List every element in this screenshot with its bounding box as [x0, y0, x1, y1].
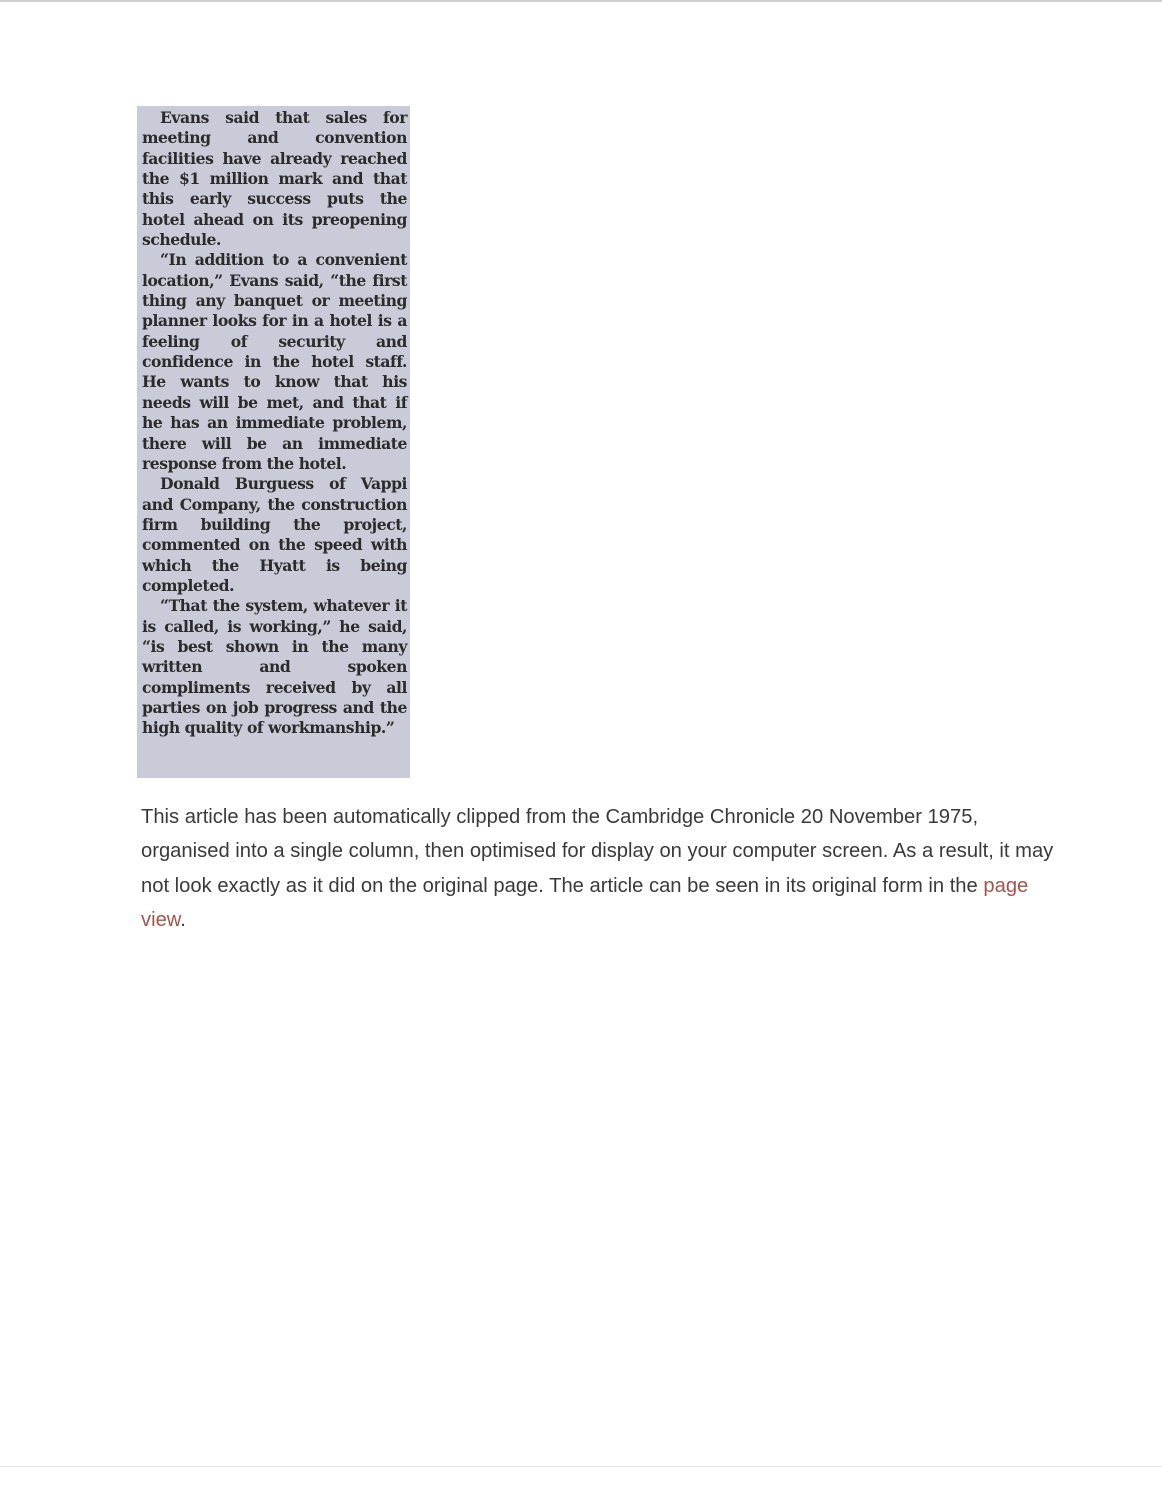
clipping-note-trailing: . [180, 908, 186, 931]
newspaper-clipping [137, 106, 410, 778]
page-bottom-edge [0, 1466, 1162, 1467]
clipping-paragraph-2: “In addition to a convenient location,” Evans said, “the first thing any banquet or meeting planner looks for in a hotel is a feeling of security and confidence in the hotel staff. He wants to know that his needs will be met, and that if he has an immediate problem, there will be an immediate response from the hotel. [142, 250, 407, 473]
clipping-paragraph-3: Donald Burguess of Vappi and Company, the construction firm building the project, commented on the speed with which the Hyatt is being completed. [142, 474, 407, 595]
clipping-note-text: This article has been automatically clipped from the Cambridge Chronicle 20 November 1975, organised into a single column, then optimised for display on your computer screen. As a result, it may not look exactly as it did on the original page. The article can be seen in its original form in the [141, 806, 1054, 897]
clipping-note [141, 800, 1061, 937]
page-view-link[interactable]: page view [141, 874, 1029, 931]
clipping-paragraph-4: “That the system, whatever it is called, is working,” he said, “is best shown in the many written and spoken compliments received by all parties on job progress and the high quality of workmanship.” [142, 596, 407, 738]
page-top-edge [0, 0, 1162, 2]
clipping-paragraph-1: Evans said that sales for meeting and convention facilities have already reached the $1 million mark and that this early success puts the hotel ahead on its preopening schedule. [142, 108, 407, 250]
